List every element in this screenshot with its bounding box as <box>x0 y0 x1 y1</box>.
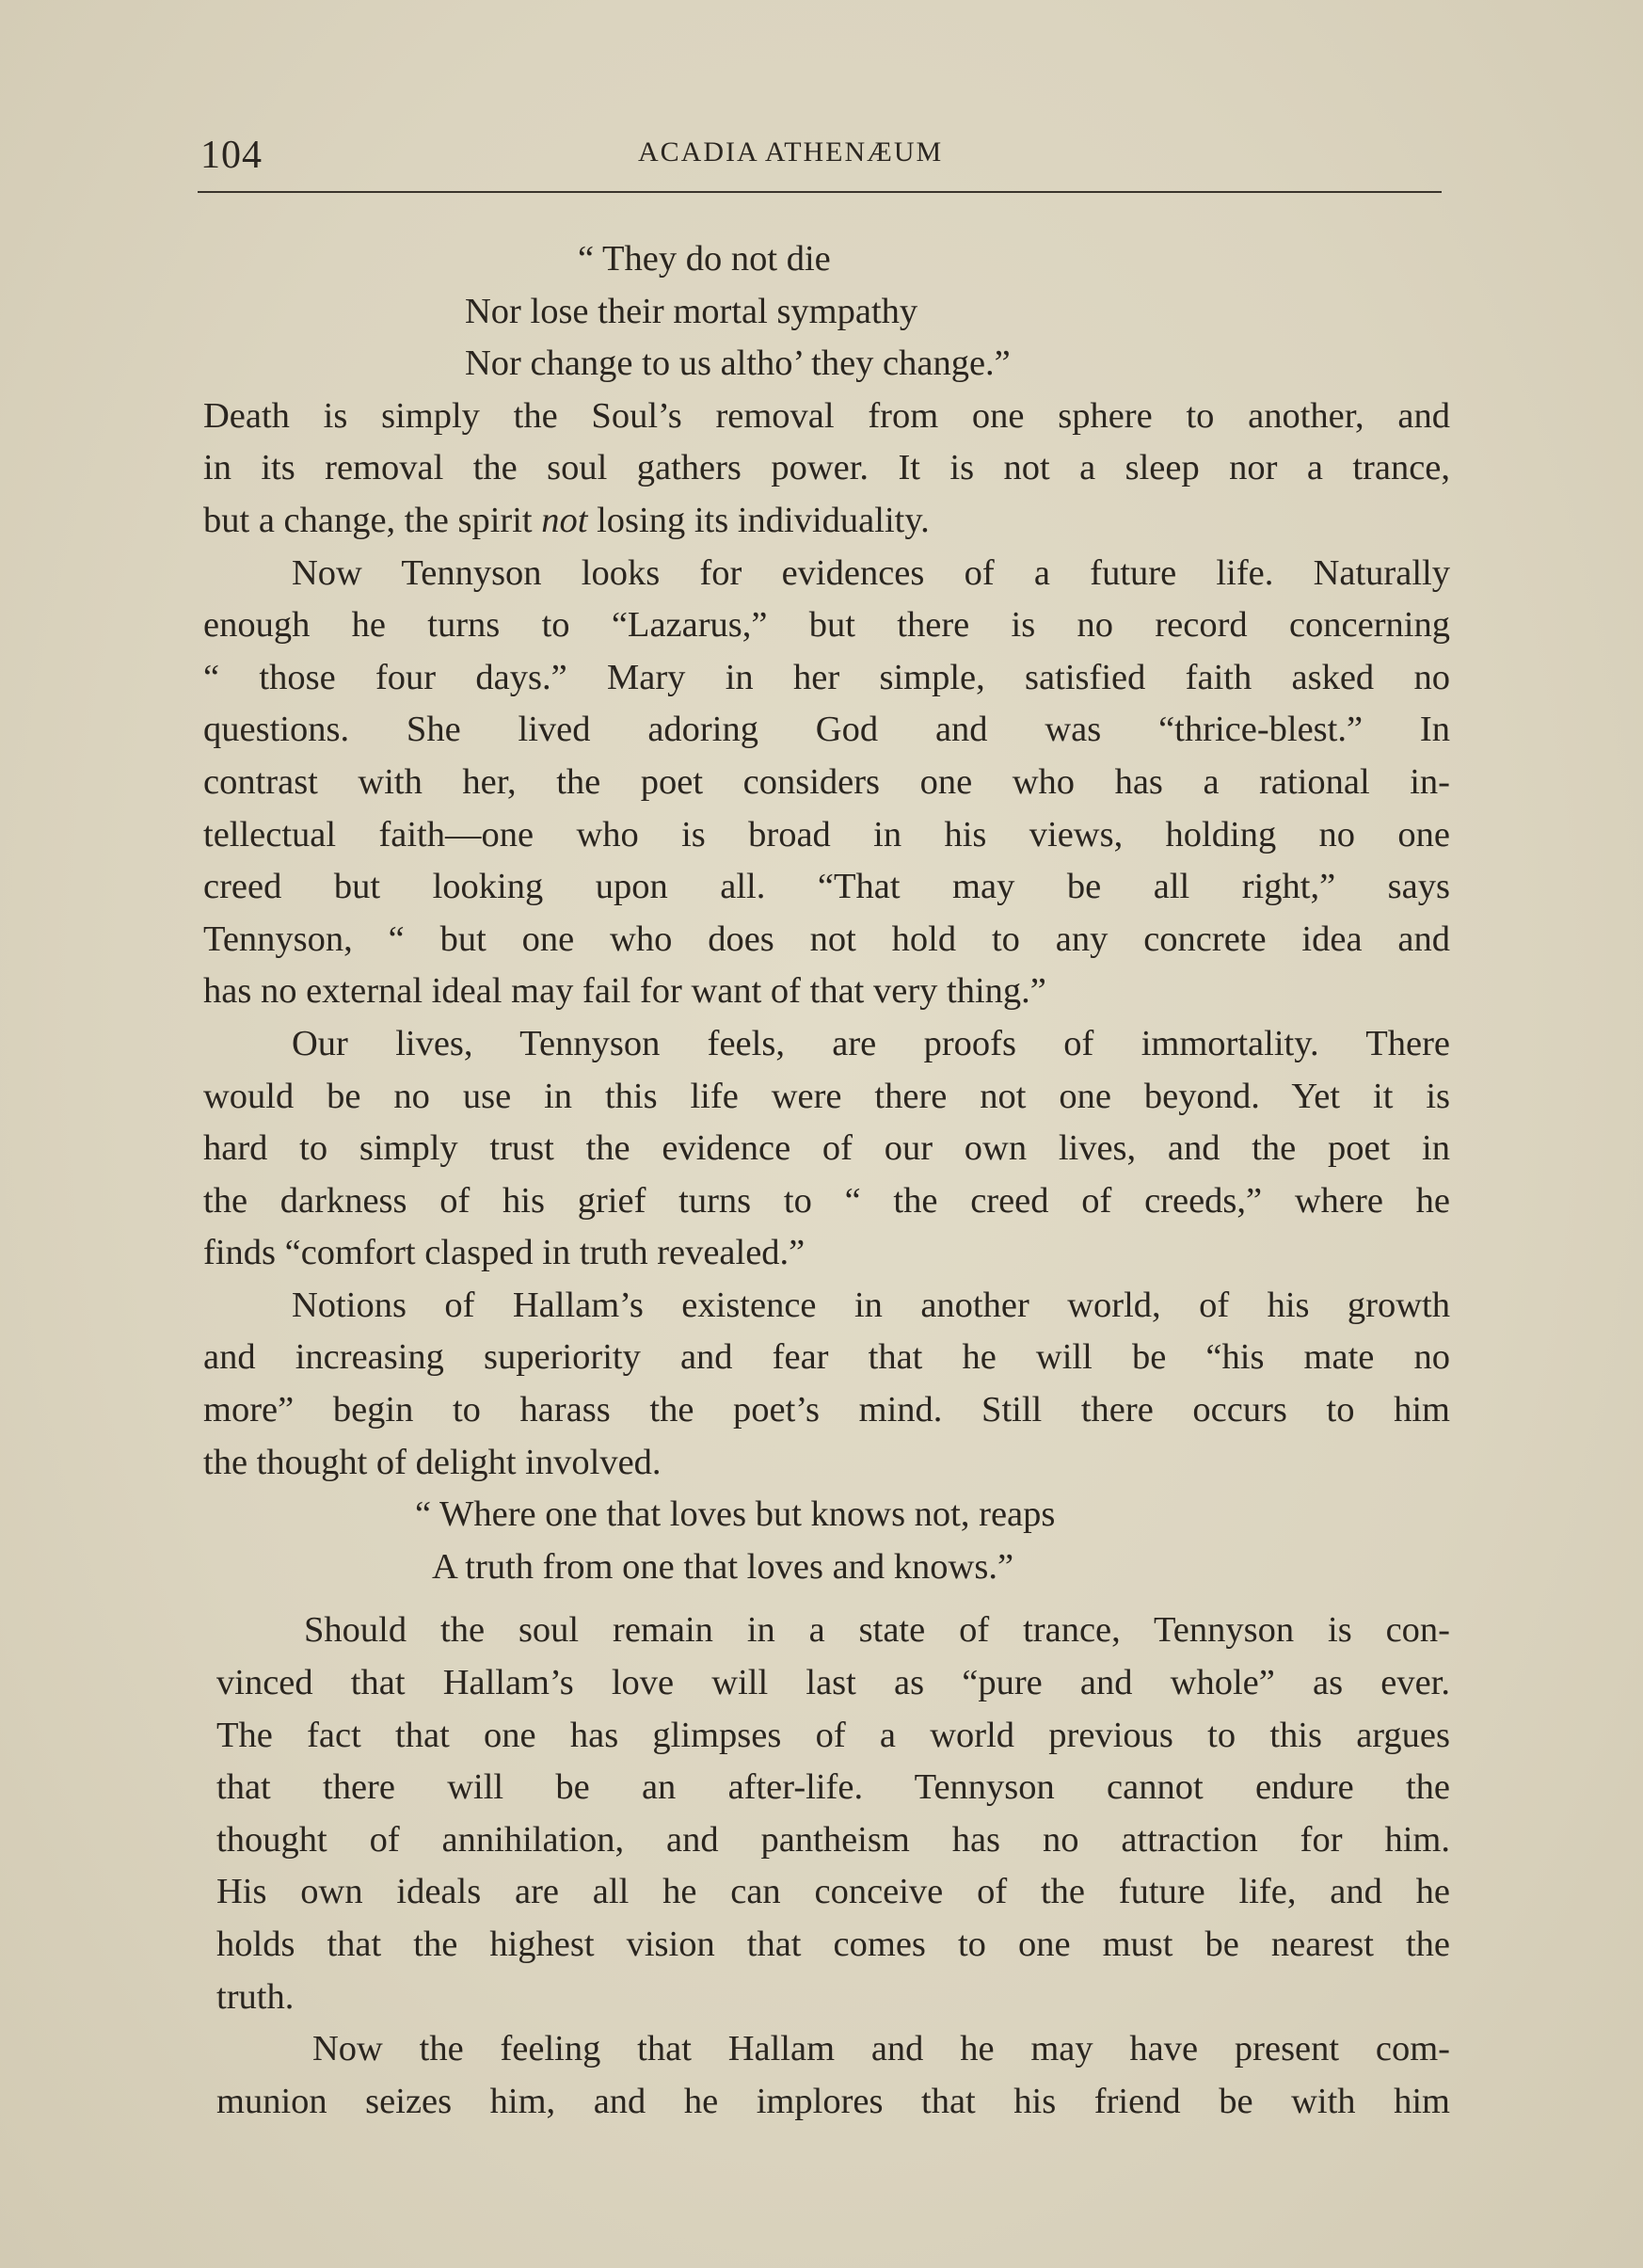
text-line: creed but looking upon all. “That may be all right,” says <box>203 867 1450 907</box>
text-line: Now Tennyson looks for evidences of a future life. Naturally <box>292 552 1450 593</box>
text-line: questions. She lived adoring God and was “thrice-blest.” In <box>203 710 1450 750</box>
text-line: vinced that Hallam’s love will last as “pure and whole” as ever. <box>216 1663 1450 1703</box>
text-line: Notions of Hallam’s existence in another world, of his growth <box>292 1285 1450 1325</box>
text-line: Nor change to us altho’ they change.” <box>465 343 1011 384</box>
text-line: that there will be an after-life. Tennyson cannot endure the <box>216 1767 1450 1808</box>
text-line: the darkness of his grief turns to “ the creed of creeds,” where he <box>203 1180 1450 1221</box>
page-number: 104 <box>200 134 263 177</box>
running-title: ACADIA ATHENÆUM <box>638 136 944 168</box>
text-line: contrast with her, the poet considers one who has a rational in- <box>203 761 1450 802</box>
page-header <box>200 125 1440 182</box>
text-line: “ those four days.” Mary in her simple, satisfied faith asked no <box>203 657 1450 697</box>
text-line: hard to simply trust the evidence of our own lives, and the poet in <box>203 1128 1450 1169</box>
text-line: has no external ideal may fail for want of that very thing.” <box>203 971 1046 1012</box>
text-line: thought of annihilation, and pantheism has no attraction for him. <box>216 1819 1450 1860</box>
text-line: The fact that one has glimpses of a world previous to this argues <box>216 1715 1450 1755</box>
text-line: “ Where one that loves but knows not, reaps <box>415 1494 1056 1535</box>
text-line: and increasing superiority and fear that he will be “his mate no <box>203 1337 1450 1378</box>
text-line: tellectual faith—one who is broad in his views, holding no one <box>203 814 1450 854</box>
header-rule <box>198 191 1442 193</box>
text-line: Now the feeling that Hallam and he may have present com- <box>312 2029 1450 2069</box>
text-line: the thought of delight involved. <box>203 1442 662 1482</box>
text-line: Our lives, Tennyson feels, are proofs of immortality. There <box>292 1023 1450 1063</box>
text-line: His own ideals are all he can conceive of the future life, and he <box>216 1872 1450 1912</box>
text-line: but a change, the spirit not losing its individuality. <box>203 500 930 540</box>
text-line: Death is simply the Soul’s removal from one sphere to another, and <box>203 395 1450 436</box>
text-line: in its removal the soul gathers power. It is not a sleep nor a trance, <box>203 448 1450 488</box>
text-line: munion seizes him, and he implores that his friend be with him <box>216 2081 1450 2121</box>
text-line: enough he turns to “Lazarus,” but there is no record concerning <box>203 605 1450 646</box>
article-body <box>203 233 1450 2128</box>
verse-gap <box>203 1593 1450 1605</box>
text-line: would be no use in this life were there not one beyond. Yet it is <box>203 1076 1450 1116</box>
text-line: truth. <box>216 1976 295 2017</box>
text-line: A truth from one that loves and knows.” <box>432 1546 1014 1587</box>
text-line: holds that the highest vision that comes to one must be nearest the <box>216 1925 1450 1964</box>
text-line: Nor lose their mortal sympathy <box>465 291 918 331</box>
text-line: Should the soul remain in a state of trance, Tennyson is con- <box>304 1610 1450 1651</box>
text-line: “ They do not die <box>578 239 831 279</box>
text-line: more” begin to harass the poet’s mind. Still there occurs to him <box>203 1390 1450 1430</box>
text-line: Tennyson, “ but one who does not hold to any concrete idea and <box>203 918 1450 959</box>
text-line: finds “comfort clasped in truth revealed.” <box>203 1233 806 1273</box>
